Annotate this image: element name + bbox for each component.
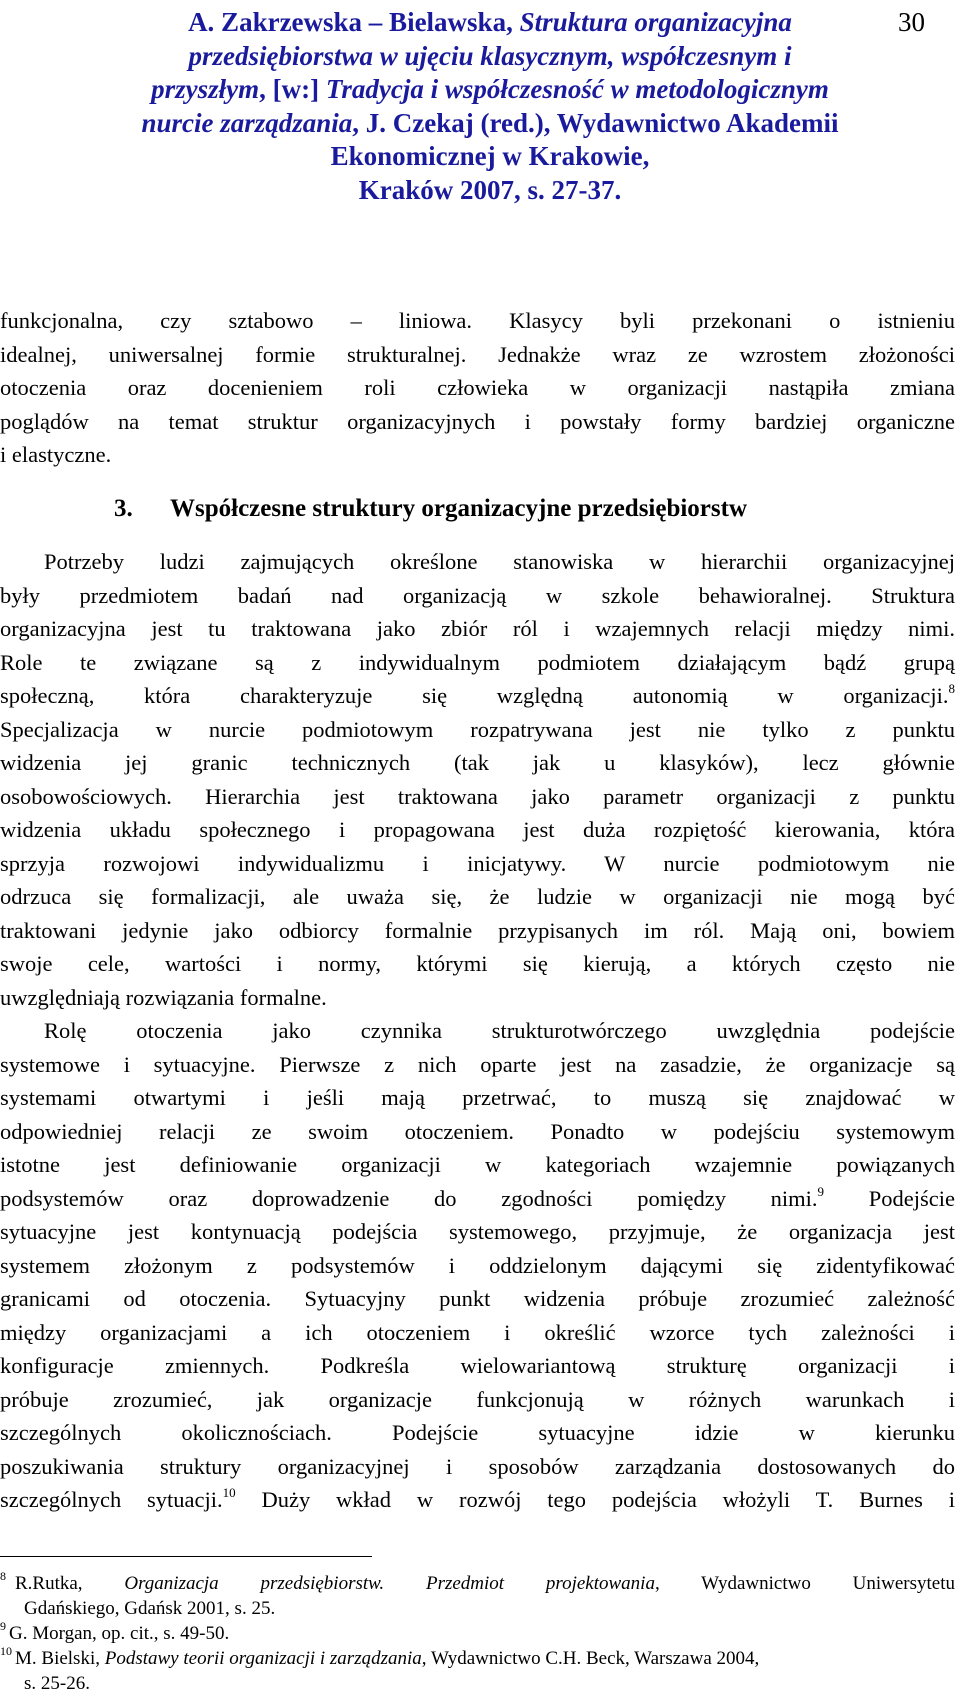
text-line: między organizacjami a ich otoczeniem i określić wzorce tych zależności i	[0, 1319, 955, 1345]
text-line: funkcjonalna, czy sztabowo – liniowa. Klasycy byli przekonani o istnieniu	[0, 308, 955, 333]
text-line: osobowościowych. Hierarchia jest traktowana jako parametr organizacji z punktu	[0, 783, 955, 809]
text-line: istotne jest definiowanie organizacji w kategoriach wzajemnie powiązanych	[0, 1152, 955, 1177]
footnote-ref-10[interactable]: 10	[222, 1485, 236, 1500]
section-number: 3.	[114, 494, 133, 522]
text-line: próbuje zrozumieć, jak organizacje funkcjonują w różnych warunkach i	[0, 1386, 955, 1412]
text-line: systemowe i sytuacyjne. Pierwsze z nich oparte jest na zasadzie, że organizacje są	[0, 1051, 955, 1077]
footnote-separator	[0, 1556, 372, 1557]
text-line: Specjalizacja w nurcie podmiotowym rozpatrywana jest nie tylko z punktu	[0, 716, 955, 742]
header-line: nurcie zarządzania, J. Czekaj (red.), Wydawnictwo Akademii	[141, 107, 839, 138]
text-line: otoczenia oraz docenieniem roli człowieka w organizacji nastąpiła zmiana	[0, 375, 955, 400]
header-line: przyszłym, [w:] Tradycja i współczesność w metodologicznym	[151, 74, 829, 104]
citation-header	[60, 6, 920, 207]
footnote-number: 10	[0, 1644, 12, 1658]
text-line: i elastyczne.	[0, 442, 112, 467]
footnotes	[0, 1571, 955, 1696]
text-line: Role te związane są z indywidualnym podmiotem działającym bądź grupą	[0, 649, 955, 675]
footnote-number: 8	[0, 1569, 6, 1583]
footnote-10-continued: s. 25-26.	[24, 1673, 90, 1694]
text-line: społeczną, która charakteryzuje się względną autonomią w organizacji.$^8$	[0, 681, 955, 708]
body-text	[0, 304, 955, 1517]
text-line: idealnej, uniwersalnej formie strukturalnej. Jednakże wraz ze wzrostem złożoności	[0, 341, 955, 367]
text-line: widzenia układu społecznego i propagowana jest duża rozpiętość kierowania, która	[0, 817, 955, 842]
text-line: systemami otwartymi i jeśli mają przetrwać, to muszą się znajdować w	[0, 1085, 955, 1110]
header-line: przedsiębiorstwa w ujęciu klasycznym, współczesnym i	[188, 40, 792, 71]
text-line: odpowiedniej relacji ze swoim otoczeniem. Ponadto w podejściu systemowym	[0, 1118, 955, 1144]
text-line: szczególnych okolicznościach. Podejście sytuacyjne idzie w kierunku	[0, 1420, 955, 1445]
text-line: sytuacyjne jest kontynuacją podejścia systemowego, przyjmuje, że organizacja jest	[0, 1219, 955, 1244]
header-line: A. Zakrzewska – Bielawska, Struktura organizacyjna	[188, 7, 792, 37]
text-line: poszukiwania struktury organizacyjnej i sposobów zarządzania dostosowanych do	[0, 1453, 955, 1479]
text-line: widzenia jej granic technicznych (tak jak u klasyków), lecz głównie	[0, 750, 955, 775]
footnote-number: 9	[0, 1619, 6, 1633]
page-number: 30	[898, 7, 925, 37]
footnote-8: $^8$ R.Rutka, Organizacja przedsiębiorstw. Przedmiot projektowania, Wydawnictwo Uniwersytetu	[0, 1569, 955, 1594]
text-line: sprzyja rozwojowi indywidualizmu i inicjatywy. W nurcie podmiotowym nie	[0, 850, 955, 876]
text-line: traktowani jedynie jako odbiorcy formalnie przypisanych im ról. Mają oni, bowiem	[0, 917, 955, 943]
footnote-ref-9[interactable]: 9	[817, 1183, 825, 1199]
text-line: uwzględniają rozwiązania formalne.	[0, 984, 327, 1010]
footnote-9: $^9$ G. Morgan, op. cit., s. 49-50.	[0, 1619, 230, 1644]
text-line: Rolę otoczenia jako czynnika strukturotwórczego uwzględnia podejście	[44, 1018, 955, 1043]
text-line: podsystemów oraz doprowadzenie do zgodności pomiędzy nimi.$^9$ Podejście	[0, 1183, 955, 1211]
section-title: Współczesne struktury organizacyjne przedsiębiorstw	[170, 494, 748, 522]
header-line: Kraków 2007, s. 27-37.	[358, 174, 622, 205]
header-line: Ekonomicznej w Krakowie,	[330, 141, 650, 171]
section-heading	[0, 492, 955, 526]
footnote-10: $^{10}$ M. Bielski, Podstawy teorii organizacji i zarządzania, Wydawnictwo C.H. Beck, Warszawa 2004,	[0, 1644, 760, 1669]
text-line: odrzuca się formalizacji, ale uważa się, że ludzie w organizacji nie mogą być	[0, 884, 955, 909]
footnote-ref-8[interactable]: 8	[948, 681, 955, 696]
text-line: Potrzeby ludzi zajmujących określone stanowiska w hierarchii organizacyjnej	[44, 549, 955, 574]
text-line: swoje cele, wartości i normy, którymi się kierują, a których często nie	[0, 951, 955, 976]
footnote-8-continued: Gdańskiego, Gdańsk 2001, s. 25.	[24, 1598, 276, 1619]
text-line: organizacyjna jest tu traktowana jako zbiór ról i wzajemnych relacji między nimi.	[0, 616, 955, 641]
text-line: były przedmiotem badań nad organizacją w szkole behawioralnej. Struktura	[0, 582, 955, 608]
text-line: systemem złożonym z podsystemów i oddzielonym dającymi się zidentyfikować	[0, 1252, 955, 1278]
text-line: poglądów na temat struktur organizacyjnych i powstały formy bardziej organiczne	[0, 408, 955, 434]
text-line: szczególnych sytuacji.$^{10}$ Duży wkład w rozwój tego podejścia włożyli T. Burnes i	[0, 1485, 955, 1512]
text-line: konfiguracje zmiennych. Podkreśla wielowariantową strukturę organizacji i	[0, 1353, 955, 1378]
text-line: granicami od otoczenia. Sytuacyjny punkt widzenia próbuje zrozumieć zależność	[0, 1286, 955, 1311]
